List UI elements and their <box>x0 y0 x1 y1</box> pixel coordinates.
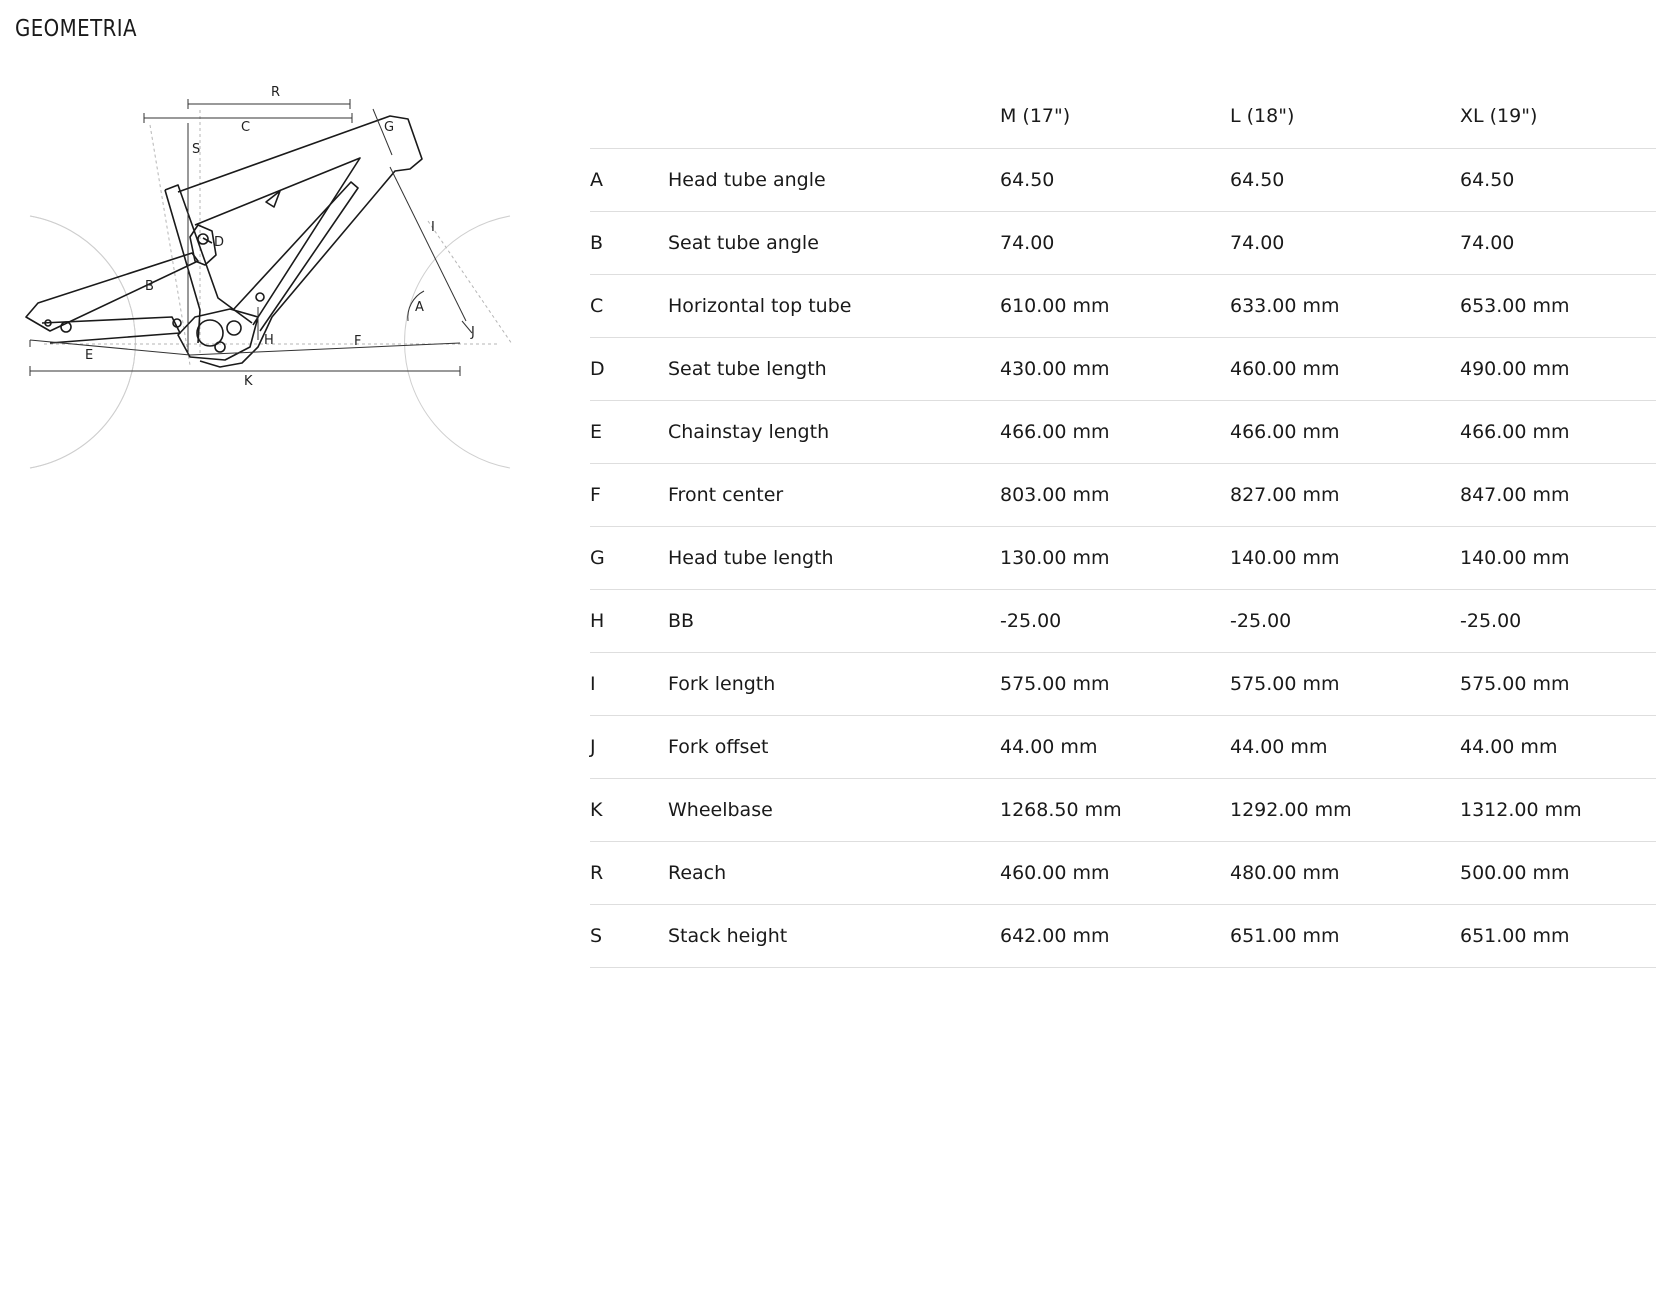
rear-wheel-arc <box>30 216 135 468</box>
row-letter: F <box>590 463 668 526</box>
row-name: Reach <box>668 841 1000 904</box>
row-value-m: 44.00 mm <box>1000 715 1230 778</box>
diagram-label-b: B <box>145 279 154 294</box>
table-row <box>590 463 1656 526</box>
row-value-m: 803.00 mm <box>1000 463 1230 526</box>
table-row <box>590 274 1656 337</box>
table-row <box>590 715 1656 778</box>
header-size-l: L (18") <box>1230 85 1460 148</box>
row-value-l: 827.00 mm <box>1230 463 1460 526</box>
row-value-xl: -25.00 <box>1460 589 1656 652</box>
row-value-xl: 847.00 mm <box>1460 463 1656 526</box>
geometry-table <box>590 85 1656 968</box>
row-value-m: 64.50 <box>1000 148 1230 211</box>
diagram-label-h: H <box>264 333 274 348</box>
row-value-xl: 500.00 mm <box>1460 841 1656 904</box>
table-header-row <box>590 85 1656 148</box>
table-row <box>590 526 1656 589</box>
front-wheel-arc <box>405 216 510 468</box>
row-value-l: 575.00 mm <box>1230 652 1460 715</box>
row-letter: S <box>590 904 668 967</box>
row-value-m: 130.00 mm <box>1000 526 1230 589</box>
row-value-l: 633.00 mm <box>1230 274 1460 337</box>
row-letter: J <box>590 715 668 778</box>
table-row <box>590 904 1656 967</box>
row-value-l: 1292.00 mm <box>1230 778 1460 841</box>
row-letter: A <box>590 148 668 211</box>
row-value-l: 460.00 mm <box>1230 337 1460 400</box>
row-value-xl: 44.00 mm <box>1460 715 1656 778</box>
row-value-l: 651.00 mm <box>1230 904 1460 967</box>
row-value-m: 460.00 mm <box>1000 841 1230 904</box>
row-value-m: 466.00 mm <box>1000 400 1230 463</box>
row-name: Chainstay length <box>668 400 1000 463</box>
row-name: Horizontal top tube <box>668 274 1000 337</box>
diagram-label-d: D <box>214 235 225 250</box>
header-size-m: M (17") <box>1000 85 1230 148</box>
header-name <box>668 85 1000 148</box>
row-letter: E <box>590 400 668 463</box>
row-name: BB <box>668 589 1000 652</box>
row-value-xl: 74.00 <box>1460 211 1656 274</box>
diagram-label-a: A <box>415 300 424 315</box>
row-letter: B <box>590 211 668 274</box>
row-name: Fork offset <box>668 715 1000 778</box>
row-name: Head tube length <box>668 526 1000 589</box>
row-value-m: 575.00 mm <box>1000 652 1230 715</box>
row-value-m: 642.00 mm <box>1000 904 1230 967</box>
row-value-m: 1268.50 mm <box>1000 778 1230 841</box>
row-letter: I <box>590 652 668 715</box>
diagram-label-i: I <box>431 220 435 235</box>
row-value-xl: 651.00 mm <box>1460 904 1656 967</box>
row-value-m: 430.00 mm <box>1000 337 1230 400</box>
row-letter: C <box>590 274 668 337</box>
row-name: Seat tube angle <box>668 211 1000 274</box>
row-value-xl: 490.00 mm <box>1460 337 1656 400</box>
row-value-xl: 64.50 <box>1460 148 1656 211</box>
row-value-xl: 466.00 mm <box>1460 400 1656 463</box>
row-value-l: -25.00 <box>1230 589 1460 652</box>
table-row <box>590 589 1656 652</box>
table-row <box>590 841 1656 904</box>
table-row <box>590 778 1656 841</box>
row-value-m: -25.00 <box>1000 589 1230 652</box>
row-name: Wheelbase <box>668 778 1000 841</box>
row-name: Stack height <box>668 904 1000 967</box>
diagram-label-s: S <box>192 142 201 157</box>
row-value-xl: 1312.00 mm <box>1460 778 1656 841</box>
table-row <box>590 211 1656 274</box>
row-letter: K <box>590 778 668 841</box>
row-value-xl: 140.00 mm <box>1460 526 1656 589</box>
header-size-xl: XL (19") <box>1460 85 1656 148</box>
row-value-l: 74.00 <box>1230 211 1460 274</box>
diagram-label-f: F <box>354 334 362 349</box>
header-letter <box>590 85 668 148</box>
row-value-xl: 653.00 mm <box>1460 274 1656 337</box>
row-value-l: 44.00 mm <box>1230 715 1460 778</box>
row-value-l: 480.00 mm <box>1230 841 1460 904</box>
row-letter: G <box>590 526 668 589</box>
row-name: Seat tube length <box>668 337 1000 400</box>
row-value-l: 64.50 <box>1230 148 1460 211</box>
page-title: GEOMETRIA <box>15 16 138 42</box>
table-body <box>590 148 1656 967</box>
diagram-label-j: J <box>471 325 475 340</box>
diagram-label-r: R <box>271 85 281 100</box>
bike-geometry-diagram <box>20 85 520 485</box>
row-value-m: 610.00 mm <box>1000 274 1230 337</box>
diagram-label-c: C <box>241 120 251 135</box>
table-row <box>590 148 1656 211</box>
table-row <box>590 400 1656 463</box>
table-row <box>590 337 1656 400</box>
diagram-label-e: E <box>85 348 94 363</box>
table-row <box>590 652 1656 715</box>
row-name: Fork length <box>668 652 1000 715</box>
row-letter: H <box>590 589 668 652</box>
diagram-label-g: G <box>384 120 395 135</box>
row-value-xl: 575.00 mm <box>1460 652 1656 715</box>
row-value-l: 466.00 mm <box>1230 400 1460 463</box>
row-name: Head tube angle <box>668 148 1000 211</box>
row-letter: D <box>590 337 668 400</box>
row-value-m: 74.00 <box>1000 211 1230 274</box>
row-letter: R <box>590 841 668 904</box>
row-value-l: 140.00 mm <box>1230 526 1460 589</box>
diagram-label-k: K <box>244 374 253 389</box>
row-name: Front center <box>668 463 1000 526</box>
